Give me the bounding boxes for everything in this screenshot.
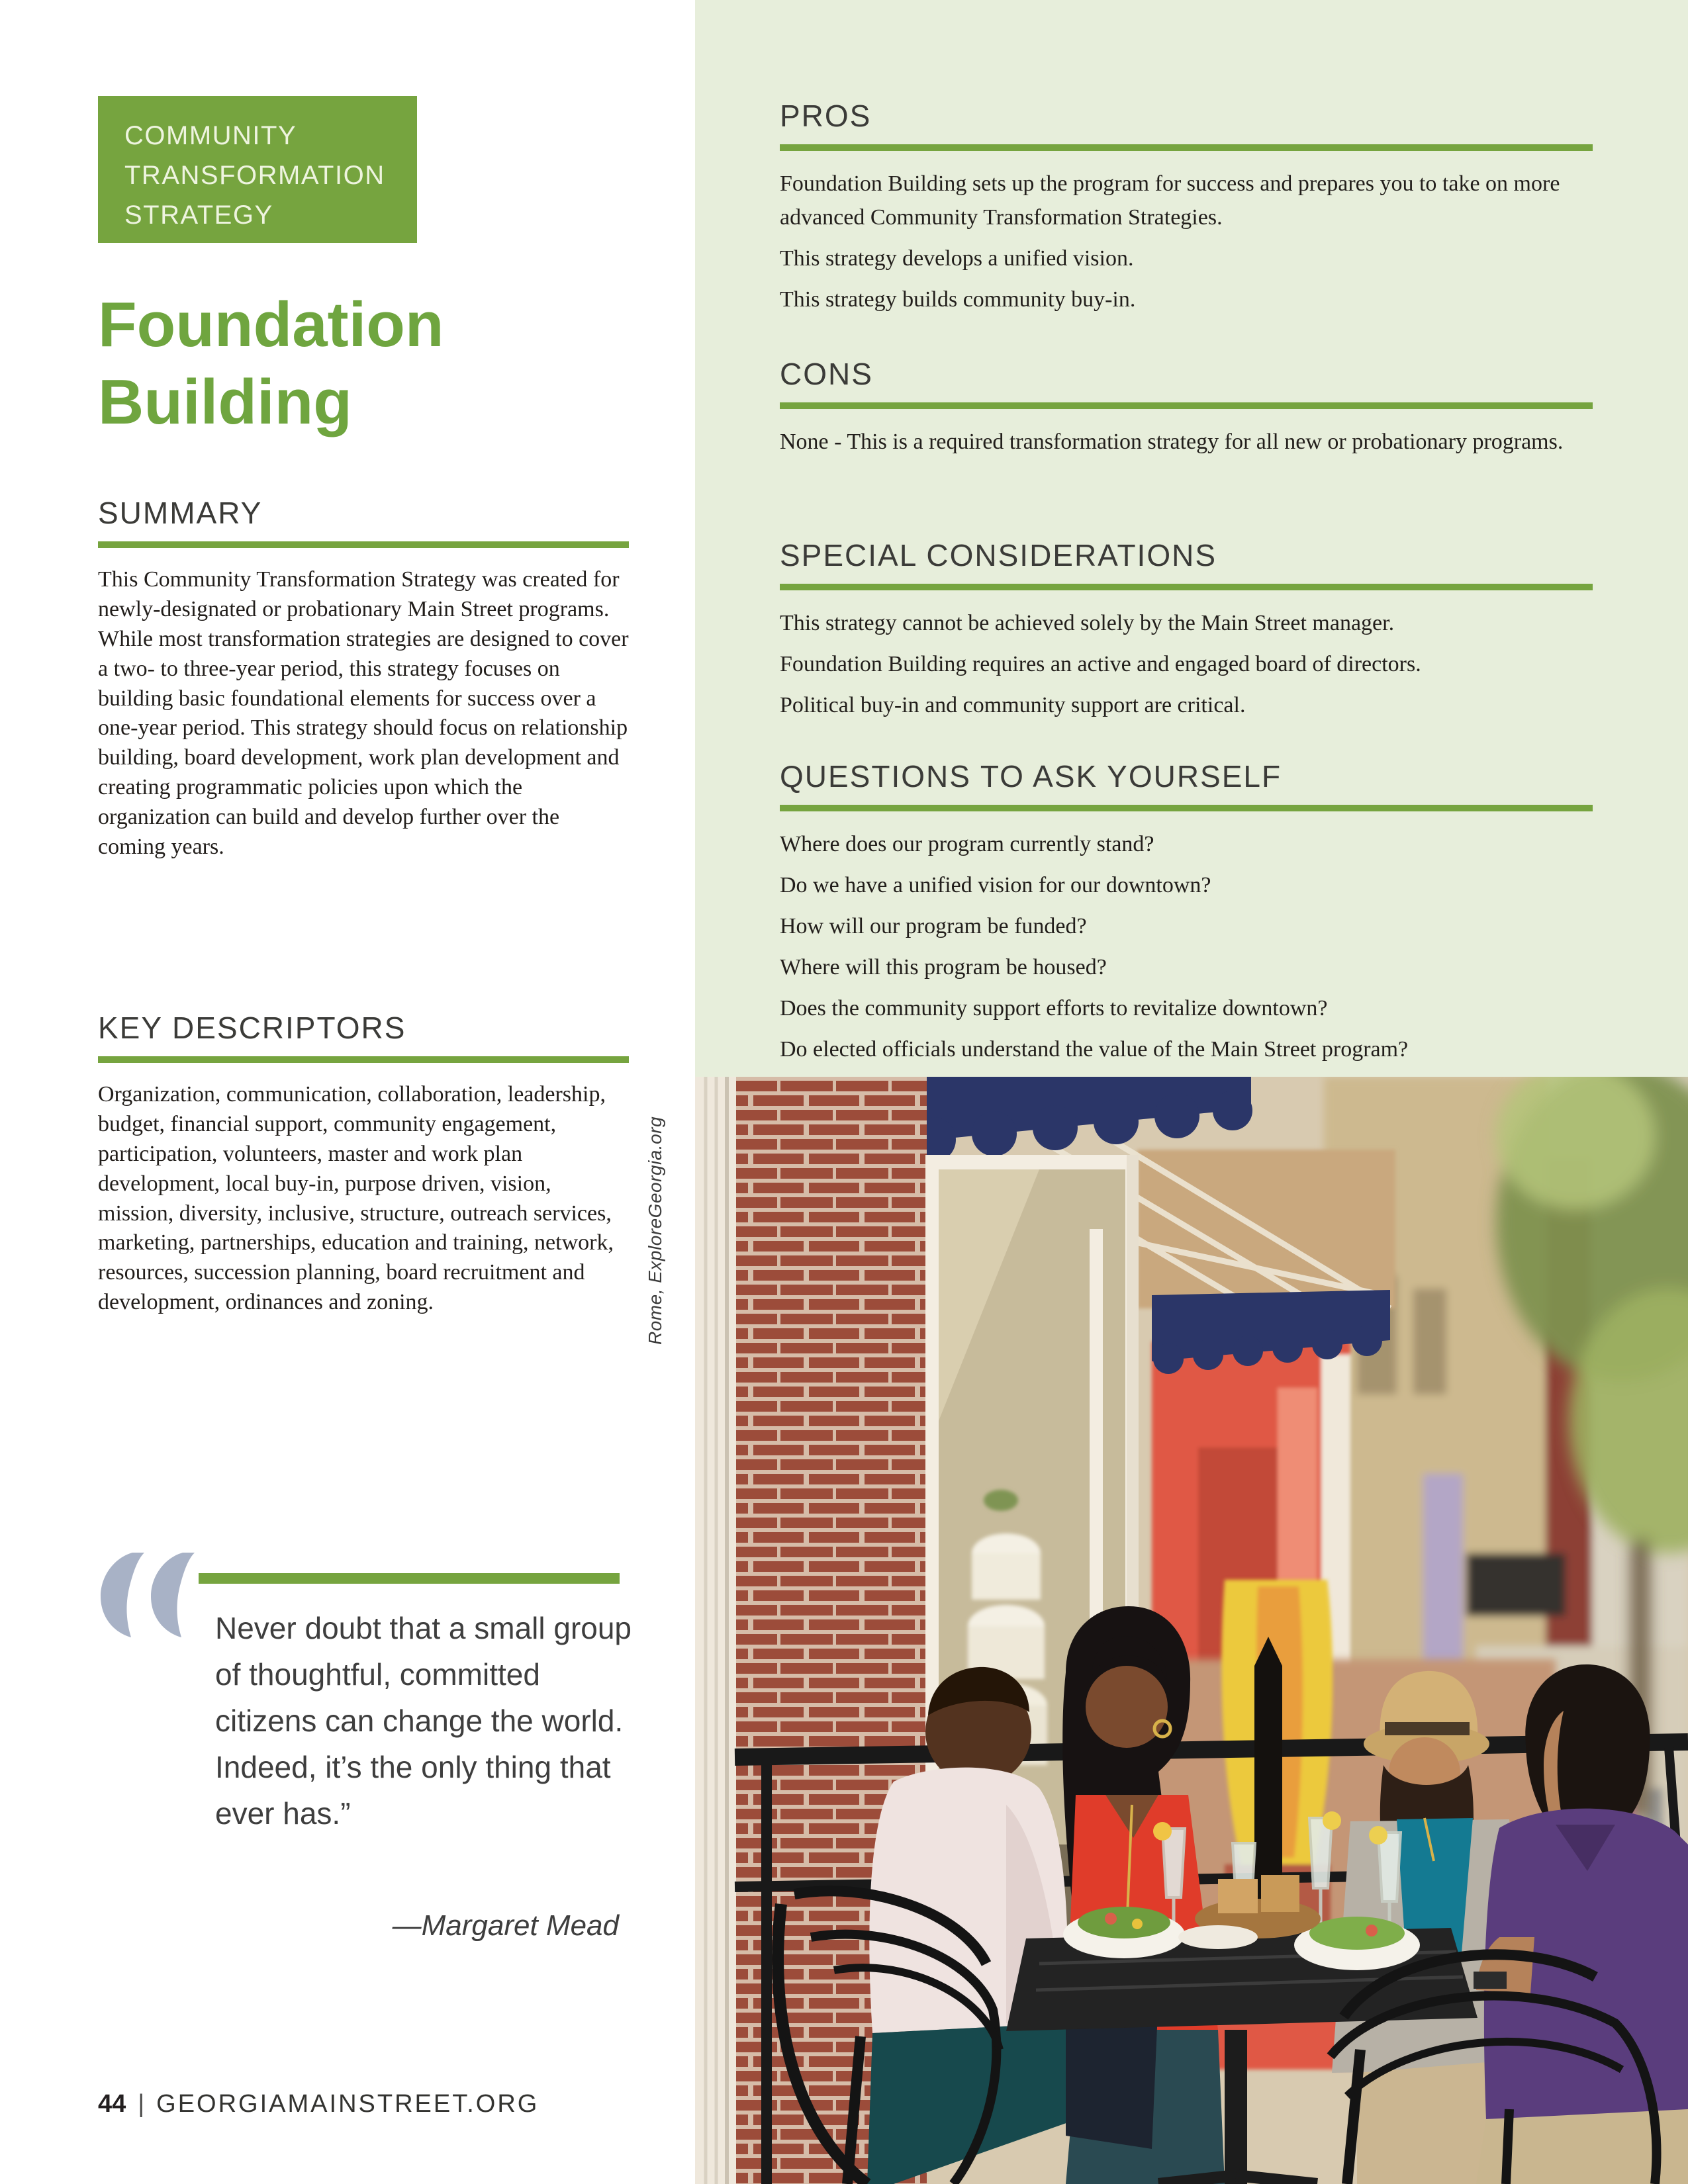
section-divider: [98, 1056, 629, 1063]
pros-item: This strategy develops a unified vision.: [780, 246, 1134, 271]
questions-section: [780, 758, 1593, 1073]
page-title: Foundation Building: [98, 289, 444, 438]
special-considerations-section: [780, 537, 1593, 729]
photo-caption: Rome, ExploreGeorgia.org: [645, 1116, 665, 1345]
question-item: Where will this program be housed?: [780, 955, 1107, 979]
footer-separator: |: [138, 2090, 145, 2118]
question-item: Do elected officials understand the value of the Main Street program?: [780, 1037, 1409, 1062]
question-item: How will our program be funded?: [780, 914, 1087, 938]
section-divider: [780, 402, 1593, 409]
street-cafe-photo: [695, 1077, 1688, 2184]
quote-top-bar: [199, 1573, 620, 1584]
question-item: Where does our program currently stand?: [780, 832, 1154, 856]
cons-section: [780, 356, 1593, 466]
footer-site-name: GEORGIAMAINSTREET.ORG: [156, 2090, 539, 2118]
questions-heading: QUESTIONS TO ASK YOURSELF: [780, 759, 1282, 794]
section-divider: [780, 805, 1593, 811]
key-descriptors-section: [98, 1010, 629, 1318]
pros-item: Foundation Building sets up the program for success and prepares you to take on more advanced Community Transformation Strategies.: [780, 171, 1560, 230]
pros-section: [780, 98, 1593, 324]
key-descriptors-body: Organization, communication, collaboration, leadership, budget, financial support, community engagement, participation, volunteers, master and work plan development, local buy-in, purpose driven, vision, mission, diversity, inclusive, structure, outreach services, marketing, partnerships, education and training, network, resources, succession planning, board recruitment and development, ordinances and zoning.: [98, 1082, 614, 1315]
section-divider: [780, 584, 1593, 590]
cons-item: None - This is a required transformation strategy for all new or probationary programs.: [780, 430, 1564, 454]
quote-text: Never doubt that a small group of thoughtful, committed citizens can change the world. Indeed, it’s the only thing that ever has.”: [215, 1611, 632, 1831]
question-item: Does the community support efforts to revitalize downtown?: [780, 996, 1328, 1021]
special-considerations-heading: SPECIAL CONSIDERATIONS: [780, 538, 1217, 572]
strategy-tag-box: [98, 96, 417, 243]
strategy-tag-label: COMMUNITY TRANSFORMATION STRATEGY: [124, 121, 385, 230]
summary-heading: SUMMARY: [98, 496, 263, 530]
special-considerations-item: Political buy-in and community support are critical.: [780, 693, 1246, 717]
pros-heading: PROS: [780, 99, 872, 133]
quote-mark-icon: [98, 1551, 197, 1639]
street-cafe-illustration: [695, 1077, 1688, 2184]
special-considerations-item: This strategy cannot be achieved solely by the Main Street manager.: [780, 611, 1395, 635]
special-considerations-item: Foundation Building requires an active and engaged board of directors.: [780, 652, 1421, 676]
section-divider: [98, 541, 629, 548]
page-footer: [98, 2090, 539, 2118]
summary-body: This Community Transformation Strategy was created for newly-designated or probationary Main Street programs. While most transformation strategies are designed to cover a two- to three-year period, this strategy focuses on building basic foundational elements for success over a one-year period. This strategy should focus on relationship building, board development, work plan development and creating programmatic policies upon which the organization can build and develop further over the coming years.: [98, 567, 629, 859]
question-item: Do we have a unified vision for our downtown?: [780, 873, 1211, 897]
summary-section: [98, 495, 629, 862]
key-descriptors-heading: KEY DESCRIPTORS: [98, 1011, 406, 1045]
cons-heading: CONS: [780, 357, 873, 391]
section-divider: [780, 144, 1593, 151]
pros-item: This strategy builds community buy-in.: [780, 287, 1136, 312]
page-number: 44: [98, 2090, 126, 2118]
quote-attribution: —Margaret Mead: [392, 1909, 619, 1942]
